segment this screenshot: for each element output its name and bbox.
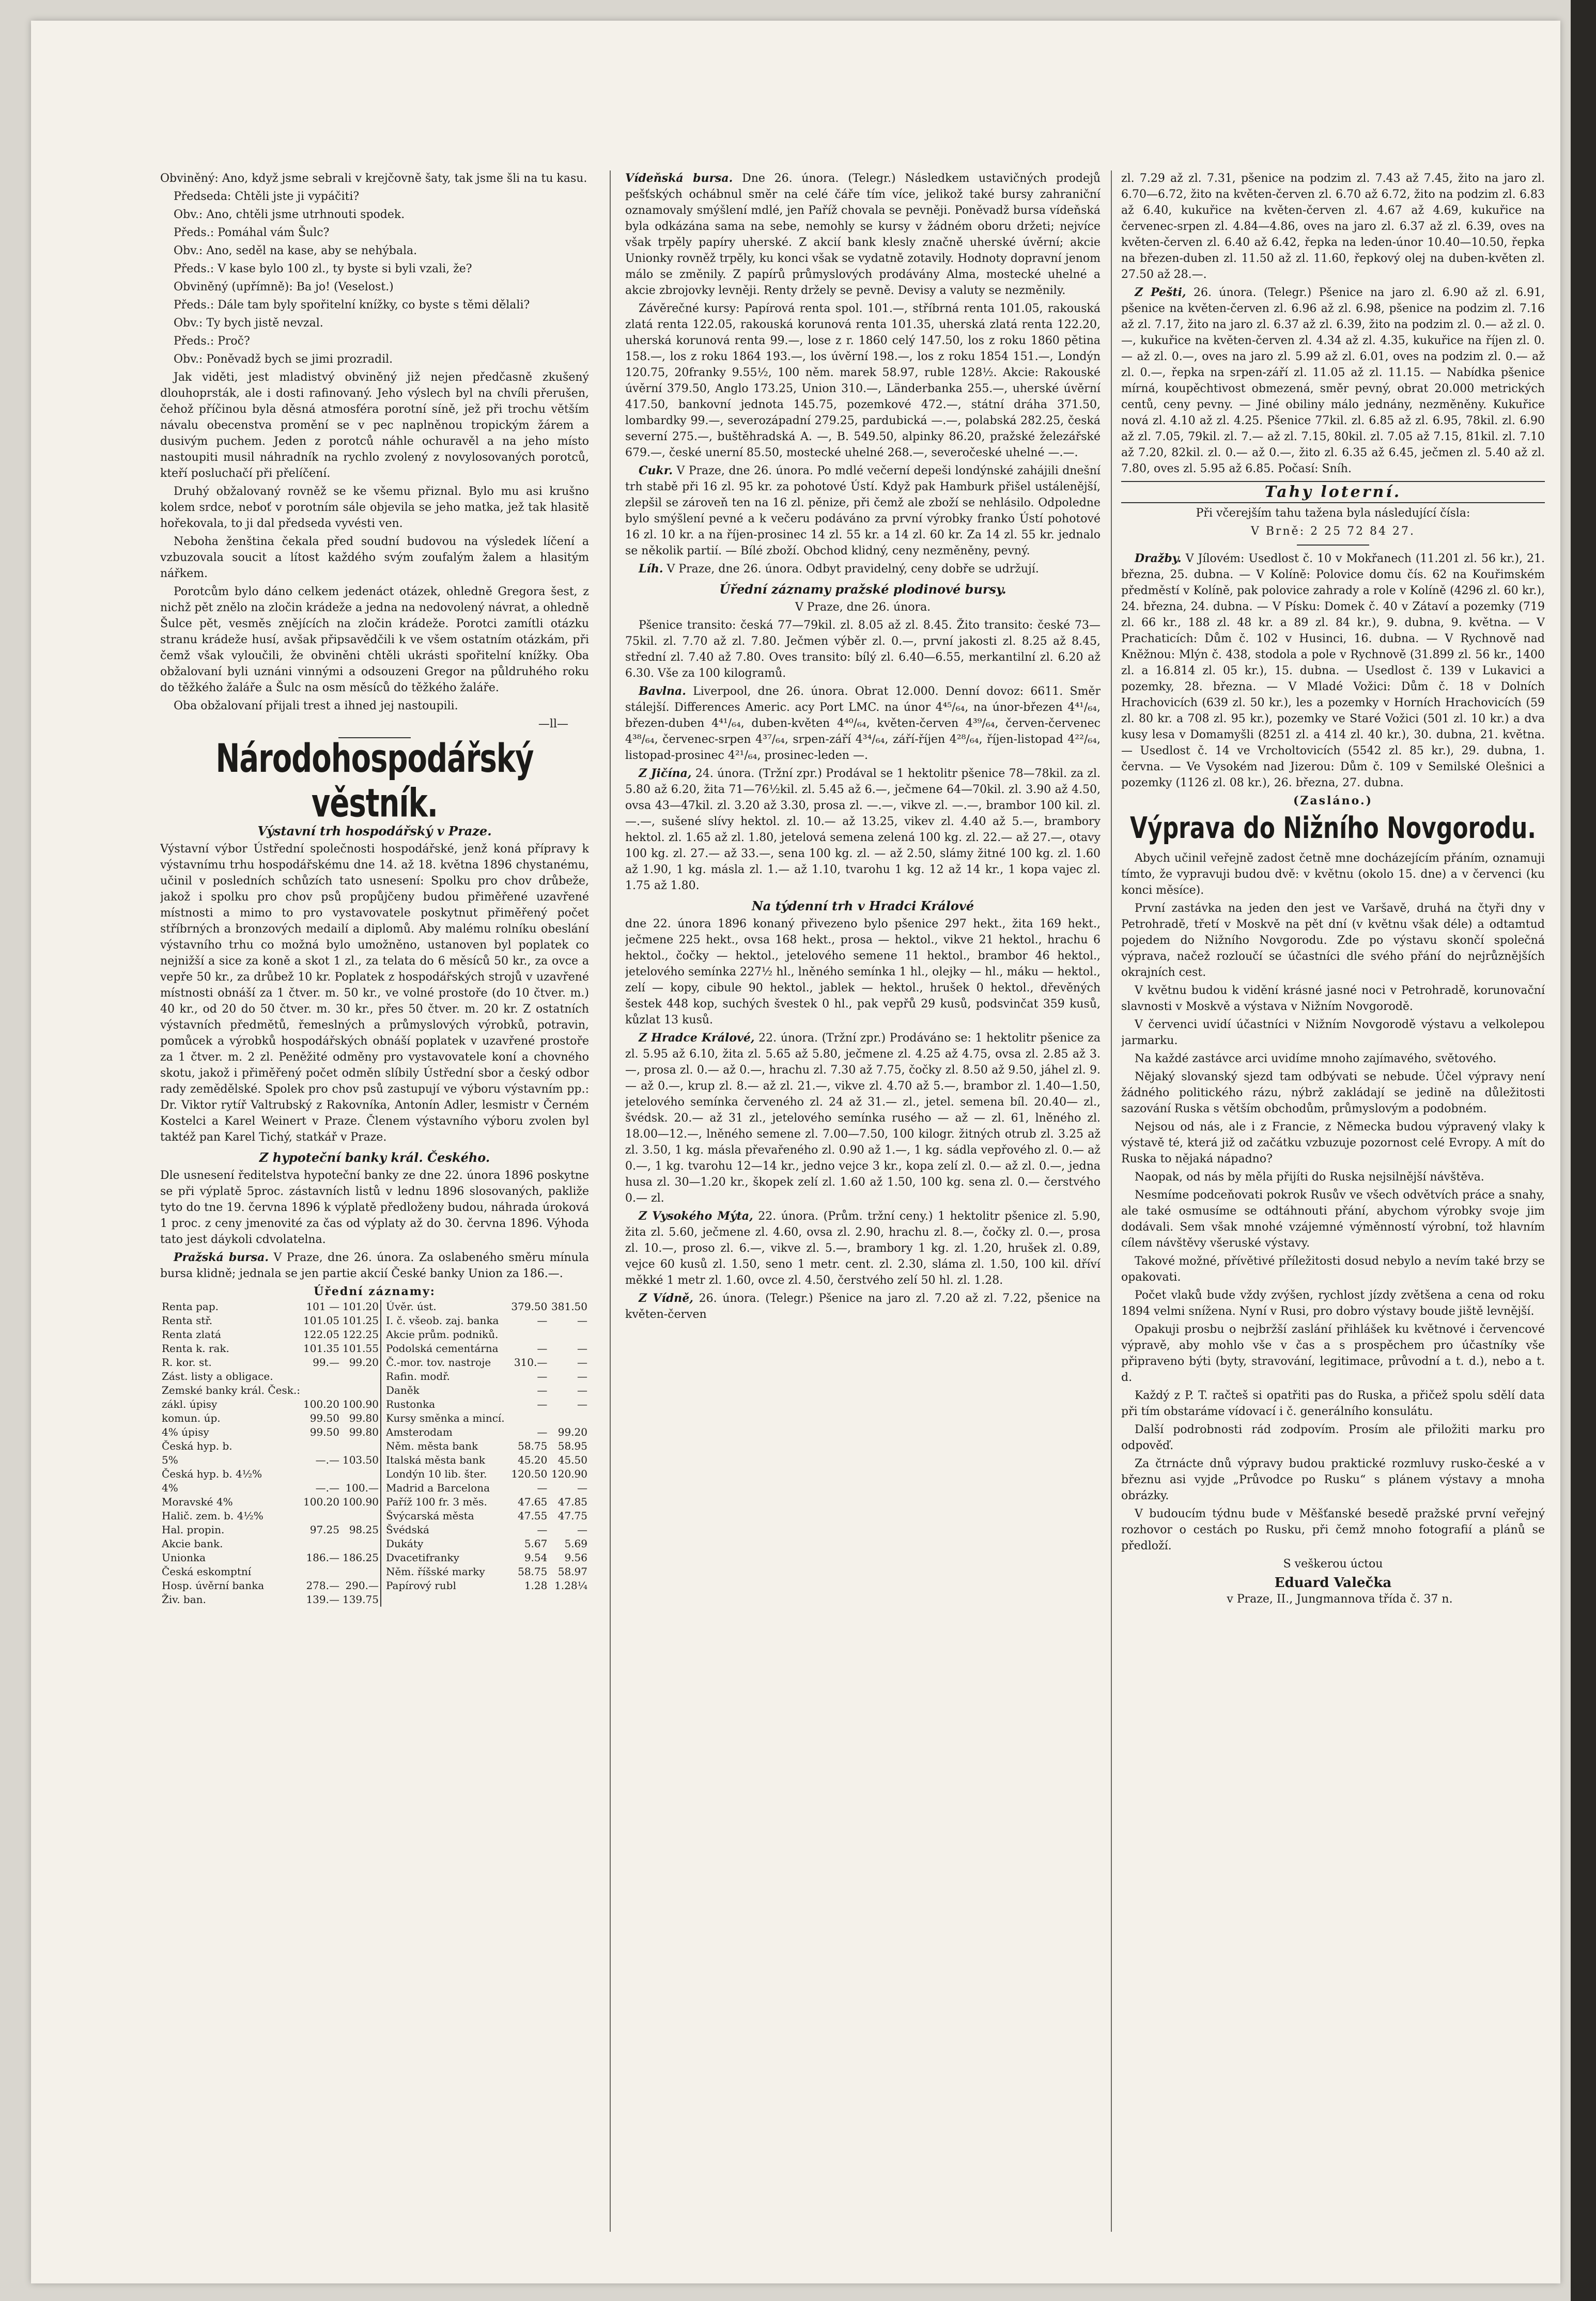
quote-value (302, 1565, 341, 1579)
quote-value: — (537, 1342, 548, 1355)
quote-row (384, 1579, 589, 1593)
article-paragraph: Závěrečné kursy: Papírová renta spol. 101.—, stříbrná renta 101.05, rakouská zlatá renta 122.05, rakouská korunová renta 101.35, uherská zlatá renta 122.20, uherská korunová renta 99.—, lose z r. 1860 celý 147.50, los z roku 1860 pětina 158.—, los z roku 1864 193.—, los úvěrní 198.—, los z roku 1854 151.—, Londýn 120.75, 20franky 9.55½, 100 něm. marek 58.97, ruble 128½. Akcie: Rakouské úvěrní 379.50, Anglo 173.25, Union 310.—, Länderbanka 255.—, uherské úvěrní 417.50, bankovní jednota 145.75, pozemkové 472.—, státní dráha 371.50, lombardky 99.—, severozápadní 279.25, pardubická —.—, polabská 282.25, česká severní 275.—, buštěhradská A. —, B. 549.50, alpinky 86.20, pražské železářské 679.—, české unerní 85.50, mostecké uhelné 268.—, severočeské uhelné —.—. (625, 302, 1101, 459)
quote-value: 139.75 (342, 1593, 379, 1606)
quote-row (160, 1537, 380, 1551)
quote-row (384, 1342, 589, 1356)
quote-row (384, 1397, 589, 1411)
quote-label: Něm. města bank (385, 1440, 478, 1452)
quote-value (341, 1439, 380, 1453)
article-paragraph: Výstavní výbor Ústřední společnosti hospodářské, jenž koná přípravy k výstavnímu trhu hospodářskému dne 14. až 18. května 1896 chystanému, učinil v posledních schůzích tato usnesení: Spolku pro chov drůbeže, jakož i spolku pro chov psů propůjčeny budou přiměřené uzavřené místnosti a mimo to pro vystavovatele poskytnut přiměřený počet stříbrných a bronzových medailí a diplomů. Aby malému rolníku obeslání výstavního trhu co možná bylo umožněno, ustanoven byl poplatek co nejnižší a sice za koně a skot 1 zl., za telata do 6 měsíců 50 kr., za ovce a vepře 50 kr., za drůbež 10 kr. Poplatek z hospodářských strojů v uzavřené místnosti obnáší za 1 čtver. m. 50 kr., ve volné prostoře (do 10 čtver. m.) 40 kr., od 20 do 50 čtver. m. 30 kr., přes 50 čtver. m. 20 kr. Z ostatních výstavních předmětů, řemeslných a průmyslových výrobků, potravin, pomůcek a výrobků hospodářských obnáší poplatek v uzavřené prostoře za 1 čtver. m. 2 zl. Peněžité odměny pro vystavovatele koní a chovného skotu, jakož i přiměřený počet odměn slíbily Ústřední sbor a český odbor rady zemědělské. Spolek pro chov psů zastupují ve výboru výstavním pp.: Dr. Viktor rytíř Valtrubský z Rakovníka, Antonín Adler, lesmistr v Černém Kostelci a Karel Weinert v Praze. Členem výstavního výboru zvolen byl taktéž pan Karel Tichý, statkář v Praze. (160, 843, 589, 1144)
quote-row (160, 1551, 380, 1565)
quote-value (341, 1370, 380, 1383)
subheading: Vídeňská bursa. (625, 172, 733, 185)
quote-row (160, 1509, 380, 1523)
quote-value: — (577, 1384, 587, 1396)
subheading: Z Vídně, (639, 1292, 693, 1305)
quote-label: Renta zlatá (162, 1328, 221, 1341)
quote-value: 9.56 (564, 1551, 587, 1564)
quote-value (302, 1383, 341, 1397)
article-paragraph: Pšenice transito: česká 77—79kil. zl. 8.05 až zl. 8.45. Žito transito: české 73—75kil. zl. 7.70 až zl. 7.80. Ječmen výběr zl. 0.—, první jakosti zl. 8.25 až 8.45, střední zl. 7.40 až 7.80. Oves transito: bílý zl. 6.40—6.55, merkantilní zl. 6.20 až 6.30. Vše za 100 kilogramů. (625, 619, 1101, 680)
article-text: Dne 26. února. (Telegr.) Následkem ustavičných prodejů pešťských ochábnul směr na celé čáře tím více, jelikož také bursy zahraniční oznamovaly smýšlení mdlé, jen Paříž chovala se pevněji. Poněvadž bursa vídeňská byla odkázána sama na sebe, nemohly se kursy v žádném oboru držeti; nejvíce však trpěly papíry uherské. Z akcií bank klesly značně uherské úvěrní; akcie Unionky rovněž trpěly, ku konci však se vydatně zotavily. Hodnoty dopravní jenom málo se změnily. Z papírů průmyslových prodávány Alma, mostecké uhelné a akcie zbrojovky levněji. Renty držely se pevně. Devisy a valuty se nezměnily. (625, 172, 1101, 297)
quote-row (384, 1551, 589, 1565)
quote-label: Švédská (385, 1523, 429, 1536)
article-paragraph: Nejsou od nás, ale i z Francie, z Německa budou výpravený vlaky k výstavě té, která již od začátku vzbuzuje pozornost celé Evropy. A mít do Ruska to nějaká nápadno? (1121, 1121, 1545, 1165)
subheading: Pražská bursa. (174, 1251, 269, 1264)
quote-value: 100.20 (303, 1398, 339, 1410)
quote-row (384, 1481, 589, 1495)
quote-row (384, 1383, 589, 1397)
quote-value: 122.05 (303, 1328, 339, 1341)
quote-value: 47.65 (518, 1496, 548, 1508)
quote-value: 58.97 (557, 1565, 587, 1578)
quote-value: 1.28 (524, 1579, 548, 1592)
quote-label: Česká hyp. b. (162, 1440, 233, 1452)
lottery-numbers: V Brně: 2 25 72 84 27. (1250, 525, 1416, 538)
quote-label: Česká hyp. b. 4½% (162, 1468, 262, 1480)
newspaper-page (31, 21, 1560, 2283)
quote-label: Amsterodam (385, 1426, 453, 1438)
quote-value (509, 1328, 549, 1342)
article-paragraph: Neboha ženština čekala před soudní budovou na výsledek líčení a vzbuzovala soucit a lítost každého svým zoufalým žalem a hlasitým nářkem. (160, 535, 589, 580)
dialogue-line: Předs.: Dále tam byly spořitelní knížky, co byste s těmi dělali? (174, 299, 530, 312)
quote-value: 99.20 (557, 1426, 587, 1438)
quote-value (341, 1509, 380, 1523)
article-paragraph: Jak viděti, jest mladistvý obviněný již nejen předčasně zkušený dlouhoprsták, ale i dosti rafinovaný. Jeho výslech byl na chvíli přerušen, čehož příčinou byla děsná atmosféra porotní síně, jež při trochu větším návalu obecenstva promění se v pec naplněnou tropickým žárem a dusivým puchem. Jeden z porotců náhle ochuravěl a na jeho místo nastoupiti musil náhradník na rychlo zvolený z novylosovaných porotců, kteří posluchačí při přelíčení. (160, 371, 589, 480)
quote-value: 101.20 (342, 1300, 379, 1313)
quote-row (160, 1579, 380, 1593)
quote-value: 45.50 (557, 1454, 587, 1466)
quote-value: — (577, 1482, 587, 1494)
quote-label: Č.-mor. tov. nastroje (385, 1356, 491, 1369)
quote-row (160, 1342, 380, 1356)
subheading: Na týdenní trh v Hradci Králové (751, 898, 974, 913)
trial-dialogue (160, 170, 589, 367)
article-paragraph: zl. 7.29 až zl. 7.31, pšenice na podzim zl. 7.43 až 7.45, žito na jaro zl. 6.70—6.72, žito na květen-červen zl. 6.70 až 6.72, žito na podzim zl. 6.83 až 6.40, kukuřice na květen-červen zl. 4.67 až 4.69, kukuřice na červenec-srpen zl. 4.84—4.86, oves na jaro zl. 6.37 až zl. 6.39, oves na květen-červen zl. 6.40 až 6.42, řepka na leden-únor 10.40—10.50, řepka na březen-duben zl. 11.50 až zl. 11.60, řepkový olej na duben-květen zl. 27.50 až 28.—. (1121, 172, 1545, 281)
quote-row (384, 1425, 589, 1439)
dialogue-line: Předseda: Chtěli jste ji vypáčiti? (174, 190, 360, 203)
subheading: Bavlna. (639, 685, 686, 698)
quote-value: 97.25 (309, 1523, 339, 1536)
article-paragraph: V květnu budou k vidění krásné jasné noci v Petrohradě, korunovační slavnosti v Moskvě a výstava v Nižním Novgorodě. (1121, 984, 1545, 1013)
quote-value: 99.50 (309, 1426, 339, 1438)
dialogue-line: Obv.: Ano, seděl na kase, aby se nehýbala. (174, 244, 417, 257)
article-text: 22. února. (Prům. tržní ceny.) 1 hektolitr pšenice zl. 5.90, žita zl. 5.60, ječmene zl. 4.60, ovsa zl. 2.90, hrachu zl. 8.—, čočky zl. 0.—, prosa zl. 10.—, proso zl. 6.—, vikve zl. 5.—, brambory 1 kg. zl. 1.20, hrušek zl. 0.89, vejce 60 kusů zl. 1.50, seno 1 metr. cent. zl. 2.30, sláma zl. 1.50, 100 kil. dříví měkké 1 metr zl. 1.60, ovce zl. 4.50, čerstvého zelí 50 hl. zl. 1.28. (625, 1210, 1101, 1287)
quote-value: — (537, 1384, 548, 1396)
quote-value: 47.85 (557, 1496, 587, 1508)
dialogue-line: Předs.: Proč? (174, 335, 250, 348)
quote-value: 99.50 (309, 1412, 339, 1424)
subheading: Dražby. (1135, 552, 1182, 565)
quote-row (384, 1565, 589, 1579)
quote-label: Akcie bank. (162, 1537, 223, 1550)
subheading: Z Vysokého Mýta, (639, 1209, 753, 1223)
quote-row (160, 1314, 380, 1328)
quote-row (160, 1453, 380, 1467)
quote-row (384, 1411, 589, 1425)
quote-row (160, 1328, 380, 1342)
article-paragraph: Abych učinil veřejně zadost četně mne docházejícím přáním, oznamuji tímto, že vypravuji budou dvě: v květnu (okolo 15. dne) a v červenci (ku konci měsíce). (1121, 852, 1545, 897)
quote-row (160, 1593, 380, 1607)
dialogue-line: Obv.: Ano, chtěli jsme utrhnouti spodek. (174, 208, 405, 221)
quote-value: 101.35 (303, 1342, 339, 1355)
dialogue-line: Obviněný: Ano, když jsme sebrali v krejčovně šaty, tak jsme šli na tu kasu. (160, 172, 587, 185)
quote-row (384, 1495, 589, 1509)
quote-label: Akcie prům. podniků. (385, 1328, 499, 1341)
quote-label: I. č. všeob. zaj. banka (385, 1314, 499, 1327)
article-paragraph: dne 22. února 1896 konaný přivezeno bylo pšenice 297 hekt., žita 169 hekt., ječmene 225 hekt., ovsa 168 hekt., prosa — hektol., vikve 21 hektol., hrachu 6 hektol., čočky — hektol., jetelového semene 11 hektol., brambor 46 hektol., jetelového semínka 227½ hl., lněného semínka 1 hl., olejky — hl., máku — hektol., zelí — kopy, cibule 90 hektol., jablek — hektol., hrušek 0 hektol., dřevěných šestek 448 kop, suchých švestek 0 hl., pak vepřů 29 kusů, podsvinčat 359 kusů, kůzlat 13 kusů. (625, 918, 1101, 1027)
quote-label: Madrid a Barcelona (385, 1482, 490, 1494)
dateline: V Praze, dne 26. února. (795, 601, 931, 614)
quote-value: 45.20 (518, 1454, 548, 1466)
article-paragraph: Porotcům bylo dáno celkem jedenáct otázek, ohledně Gregora šest, z nichž pět znělo na zločin krádeže a jedna na nedovolený návrat, a ohledně Šulce pět, vesměs znějících na zločin krádeže. Porotci zamítli otázku stranu krádeže husí, avšak připsavědčili k ve všem ostatním otázkám, při čemž však vyloučili, že obviněni chtěli ukrásti spořitelní knížky. Oba obžalovaní byli uznáni vinnými a odsouzeni Gregor na půldruhého roku do těžkého žaláře a Šulc na osm měsíců do těžkého žaláře. (160, 585, 589, 694)
quote-label: Hosp. úvěrní banka (162, 1579, 265, 1592)
quote-value: — (577, 1342, 587, 1355)
quote-value: 58.95 (557, 1440, 587, 1452)
travel-article (1121, 850, 1545, 1554)
article-paragraph: Každý z P. T. račteš si opatřiti pas do Ruska, a přičež spolu sdělí data při tím obstaráme vídovací i č. generálního konsulátu. (1121, 1389, 1545, 1418)
quote-label: zákl. úpisy (162, 1398, 218, 1410)
quote-label: Něm. říšské marky (385, 1565, 485, 1578)
quote-row (384, 1509, 589, 1523)
quote-value: — (577, 1398, 587, 1410)
separator (1297, 545, 1369, 546)
quote-value: 58.75 (518, 1565, 548, 1578)
quote-value: — (537, 1482, 548, 1494)
quote-label: Moravské 4% (162, 1496, 233, 1508)
subheading: Líh. (639, 562, 663, 576)
quote-label: Dukáty (385, 1537, 424, 1550)
quote-label: Hal. propin. (162, 1523, 225, 1536)
subheading: Z Pešti, (1135, 286, 1186, 299)
quote-value (509, 1411, 549, 1425)
quote-row (160, 1356, 380, 1370)
quote-value: 5.67 (524, 1537, 548, 1550)
quote-label: Dvacetifranky (385, 1551, 459, 1564)
quote-row (160, 1439, 380, 1453)
quote-value: 381.50 (551, 1300, 587, 1313)
quote-value (302, 1537, 341, 1551)
quote-value (341, 1565, 380, 1579)
quote-value: 58.75 (518, 1440, 548, 1452)
subheading: Z Jičína, (639, 767, 692, 780)
article-paragraph: Na každé zastávce arci uvidíme mnoho zajímavého, světového. (1135, 1052, 1497, 1065)
quotes-right (384, 1300, 589, 1593)
dialogue-line: Obviněný (upřímně): Ba jo! (Veselost.) (174, 281, 394, 293)
article-paragraph: Opakuji prosbu o nejbržší zaslání přihlášek ku květnové i červencové výpravě, aby mohlo vše v čas a s prospěchem pro účastníky vše připraveno býti (byty, stravování, legitimace, průvodní a t. d.), nebo a t. d. (1121, 1323, 1545, 1384)
quote-label: Zemské banky král. Česk.: (162, 1384, 300, 1396)
quote-label: Paříž 100 fr. 3 měs. (385, 1496, 487, 1508)
quote-value: 47.55 (518, 1510, 548, 1522)
subheading: Výstavní trh hospodářský v Praze. (257, 823, 492, 838)
quote-label: Podolská cementárna (385, 1342, 499, 1355)
quote-label: Švýcarská města (385, 1510, 474, 1522)
article-paragraph: První zastávka na jeden den jest ve Varšavě, druhá na čtyři dny v Petrohradě, třetí v Moskvě na pět dní (v květnu však déle) a odtamtud pojedem do Nižního Novgorodu. Zde po výstavu skončí společná výprava, načež rozloučí se účastníci dle svého přání do nejrůznějších okrajních cest. (1121, 902, 1545, 979)
article-paragraph: Dle usnesení ředitelstva hypoteční banky ze dne 22. února 1896 poskytne se při výplatě 5proc. zástavních listů v lednu 1896 slosovaných, pakliže tyto do tne 19. června 1896 k výplatě předloženy budou, náhrada úroková 1 proc. z ceny jmenovité za čas od výplaty až do 30. června 1896. Výhoda tato jest dáykoli cdvolatelna. (160, 1169, 589, 1246)
quote-value (302, 1370, 341, 1383)
author-signature: Eduard Valečka (1274, 1575, 1392, 1591)
article-paragraph: V červenci uvidí účastníci v Nižním Novgorodě výstavu a velkolepou jarmarku. (1121, 1018, 1545, 1047)
quote-row (160, 1383, 380, 1397)
quote-label: Česká eskomptní (162, 1565, 252, 1578)
quote-value (549, 1328, 589, 1342)
dialogue-line: Obv.: Ty bych jistě nevzal. (174, 317, 323, 330)
quote-value: 100.— (345, 1482, 379, 1494)
quote-value: — (537, 1426, 548, 1438)
quote-value: — (537, 1314, 548, 1327)
article-paragraph: Další podrobnosti rád zodpovím. Prosím ale přiložiti marku pro odpověď. (1121, 1423, 1545, 1452)
quote-row (384, 1314, 589, 1328)
scan-edge (1571, 0, 1596, 2301)
article-text: 24. února. (Tržní zpr.) Prodával se 1 hektolitr pšenice 78—78kil. za zl. 5.80 až 6.20, žita 71—76½kil. zl. 5.45 až 6.—, ječmene 64—70kil. zl. 3.90 až 4.50, ovsa 43—47kil. zl. 3.20 až 3.30, prosa zl. —.—, vikve zl. —.—, brambor 100 kil. zl. —.—, sušené slívy hektol. zl. 10.— až 13.25, vikev zl. 4.40 až 5.—, brambory hektol. zl. 1.65 až zl. 1.80, jetelová semena zelená 100 kg. zl. 22.— až 27.—, otavy 100 kg. zl. 27.— až 33.—, sena 100 kg. zl. — až 2.50, slámy žitné 100 kg. zl. 1.60 až 1.90, 1 kg. másla zl. 1.— až 1.10, tvarohu 1 kg. 12 až 14 kr., 1 kopa vajec zl. 1.75 až 1.80. (625, 767, 1101, 892)
quote-value: 5.69 (564, 1537, 587, 1550)
quote-row (160, 1565, 380, 1579)
quote-value: 120.50 (511, 1468, 548, 1480)
lottery-note: Při včerejším tahu tažena byla následující čísla: (1196, 507, 1470, 520)
quote-label: Zást. listy a obligace. (162, 1370, 273, 1382)
quote-value (341, 1467, 380, 1481)
quote-label: 4% (162, 1482, 178, 1494)
article-paragraph: Naopak, od nás by měla přijíti do Ruska nejsilnější návštěva. (1135, 1171, 1484, 1184)
column-2 (625, 170, 1101, 2258)
quotes-left (160, 1300, 380, 1607)
quote-row (384, 1523, 589, 1537)
greeting: S veškerou úctou (1283, 1558, 1383, 1571)
quote-label: komun. úp. (162, 1412, 221, 1424)
quote-value: 186.— (306, 1551, 339, 1564)
article-paragraph: Za čtrnácte dnů výpravy budou praktické rozmluvy rusko-české a v březnu asi vyjde „Průvodce po Rusku“ s plánem výstavy a mnoha obrázky. (1121, 1457, 1545, 1502)
article-text: V Praze, dne 26. února. Odbyt pravidelný, ceny dobře se udržují. (667, 563, 1039, 576)
quote-row (384, 1370, 589, 1383)
article-text: V Praze, dne 26. února. Po mdlé večerní depeši londýnské zahájili dnešní trh stabě při 16 zl. 95 kr. za pohotové Ústí. Když pak Hamburk přišel ustálenější, zlepšil se zároveň ten na 16 zl. pěnize, při čemž ale zboží se nehlásilo. Odpoledne bylo smýšlení pevné a k večeru podáváno za první výrobky franko Ústí pohotové 16 zl. 10 kr. a na říjen-prosinec 14 zl. 55 kr. a 14 zl. 60 kr. Za 14 zl. 55 kr. jednalo se několik partií. — Bílé zboží. Obchod klidný, ceny nezměněny, pevný. (625, 464, 1101, 557)
quote-value: 122.25 (342, 1328, 379, 1341)
quote-label: Rafin. modř. (385, 1370, 450, 1382)
quote-value: 310.— (514, 1356, 548, 1369)
quote-label: Londýn 10 lib. šter. (385, 1468, 487, 1480)
subheading: Z Hradce Králové, (639, 1031, 755, 1045)
quote-row (160, 1495, 380, 1509)
quote-row (384, 1453, 589, 1467)
column-3 (1121, 170, 1545, 2258)
article-paragraph: Nesmíme podceňovati pokrok Rusův ve všech odvětvích práce a snahy, ale také osmusíme se odtáhnouti přání, abychom výrobky svoje jim dodávali. Sem však mnohé vzájemné výměnností výrobní, tož hlavním cílem návštěvy všeruské výstavy. (1121, 1189, 1545, 1250)
quote-row (160, 1397, 380, 1411)
quote-value: — (577, 1370, 587, 1382)
quote-value: 100.90 (342, 1398, 379, 1410)
quote-value: —.— (315, 1482, 339, 1494)
quote-value: — (577, 1523, 587, 1536)
quote-label: Renta pap. (162, 1300, 219, 1313)
article-paragraph: Takové možné, přívětivé příležitosti dosud nebylo a nevím také brzy se opakovati. (1121, 1255, 1545, 1284)
quote-row (160, 1300, 380, 1314)
quote-value: 98.25 (349, 1523, 379, 1536)
column-1 (160, 170, 589, 2258)
quote-value: 278.— (306, 1579, 339, 1592)
dialogue-line: Předs.: V kase bylo 100 zl., ty byste si byli vzali, že? (174, 262, 472, 275)
quote-value (302, 1439, 341, 1453)
quote-value: 99.80 (349, 1426, 379, 1438)
article-paragraph: Druhý obžalovaný rovněž se ke všemu přiznal. Bylo mu asi krušno kolem srdce, neboť v porotním sále objevila se jeho matka, jež tak hlasitě hořekovala, to ji dal předseda vyvésti ven. (160, 485, 589, 530)
quote-value: 1.28¼ (554, 1579, 587, 1592)
quote-row (160, 1481, 380, 1495)
quote-value (341, 1383, 380, 1397)
quote-value: — (577, 1314, 587, 1327)
quote-label: 5% (162, 1454, 178, 1466)
quote-row (384, 1356, 589, 1370)
quote-value: 379.50 (511, 1300, 548, 1313)
quote-value: 99.— (313, 1356, 339, 1369)
quote-value: 120.90 (551, 1468, 587, 1480)
zaslano-label: (Zasláno.) (1293, 794, 1373, 807)
lottery-heading: Tahy loterní. (1121, 481, 1545, 503)
column-rule (610, 170, 611, 2232)
quote-row (160, 1370, 380, 1383)
quote-value: 186.25 (342, 1551, 379, 1564)
dialogue-line: Obv.: Poněvadž bych se jimi prozradil. (174, 353, 393, 366)
quote-label: Renta stř. (162, 1314, 213, 1327)
column-rule (1111, 170, 1112, 2232)
quote-row (384, 1537, 589, 1551)
quote-value (341, 1537, 380, 1551)
article-text: 26. února. (Telegr.) Pšenice na jaro zl. 6.90 až zl. 6.91, pšenice na květen-červen zl. 6.96 až zl. 6.98, pšenice na podzim zl. 7.16 až zl. 7.17, žito na jaro zl. 6.37 až zl. 6.39, žito na podzim zl. 0.— až zl. 0.—, kukuřice na květen-červen zl. 4.34 až zl. 4.35, kukuřice na říjen zl. 0.— až zl. 0.—, oves na jaro zl. 5.99 až zl. 6.01, oves na podzim zl. 0.— až zl. 0.—, řepka na srpen-září zl. 11.05 až zl. 11.15. — Nabídka pšenice mírná, koupěchtivost obmezená, směr pevný, obrat 20.000 metrických centů, ceny pevny. — Jiné obiliny málo jednány, nezměněny. Kukuřice nová zl. 4.10 až zl. 4.25. Pšenice 77kil. zl. 6.85 až zl. 6.95, 78kil. zl. 6.90 až zl. 7.05, 79kil. zl. 7.— až zl. 7.15, 80kil. zl. 7.05 až 7.15, 81kil. zl. 7.10 až 7.20, 82kil. zl. 0.— až 0.—, žito zl. 6.35 až 6.45, ječmen zl. 5.40 až zl. 7.80, oves zl. 5.95 až 6.85. Počasí: Sníh. (1121, 286, 1545, 475)
article-text: V Jílovém: Usedlost č. 10 v Mokřanech (11.201 zl. 56 kr.), 21. března, 25. dubna. — V Kolíně: Polovice domu čís. 62 na Kouřimském předměstí v Kolíně, pak polovice zahrady a role v Kolíně (4296 zl. 60 kr.), 24. března, 24. dubna. — V Písku: Domek č. 40 v Zátaví a pozemky (719 zl. 66 kr., 188 zl. 48 kr. a 89 zl. 84 kr.), 9. dubna, 9. května. — V Prachaticích: Dům č. 102 v Husinci, 16. dubna. — V Rychnově nad Kněžnou: Mlýn č. 438, stodola a pole v Rychnově (31.899 zl. 56 kr., 1400 zl. a 16.814 zl. 05 kr.), 15. dubna. — Usedlost č. 139 v Lukavici a pozemky, 28. března. — V Mladé Vožici: Dům č. 18 v Dolních Hrachovicích (639 zl. 50 kr.), les a pozemky v Horních Hrachovicích (59 zl. 80 kr. a 708 zl. 95 kr.), pozemky ve Staré Vožici (501 zl. 10 kr.) a dva kusy lesa v Domamyšli (8251 zl. a 414 zl. 40 kr.), 30. dubna, 21. května. — Usedlost č. 14 ve Vrcholtovicích (5542 zl. 85 kr.), 29. dubna, 1. června. — Ve Vysokém nad Jizerou: Dům č. 109 v Semilské Olešnici a pozemky (1126 zl. 08 kr.), 26. března, 27. dubna. (1121, 552, 1545, 789)
quote-label: Úvěr. úst. (385, 1300, 437, 1313)
article-paragraph: Počet vlaků bude vždy zvýšen, rychlost jízdy zvětšena a cena od roku 1894 velmi snížena. Nyní v Rusi, pro dobro výstavy boude jiště levnější. (1121, 1289, 1545, 1318)
quote-value: 100.20 (303, 1496, 339, 1508)
article-signature: —ll— (538, 718, 568, 730)
section-title: Národohospodářský věstník. (215, 736, 534, 827)
quote-value: — (577, 1356, 587, 1369)
quote-label: Daněk (385, 1384, 420, 1396)
quote-value (302, 1509, 341, 1523)
quote-label: Halič. zem. b. 4½% (162, 1510, 264, 1522)
author-address: v Praze, II., Jungmannova třída č. 37 n. (1227, 1593, 1453, 1606)
article-paragraph: Oba obžalovaní přijali trest a ihned jej nastoupili. (174, 699, 458, 712)
quote-row (160, 1425, 380, 1439)
subheading: Z hypoteční banky král. Českého. (259, 1150, 490, 1165)
quote-value: 99.80 (349, 1412, 379, 1424)
article-text: 22. února. (Tržní zpr.) Prodáváno se: 1 hektolitr pšenice za zl. 5.95 až 6.10, žita zl. 5.65 až 5.80, ječmene zl. 4.25 až 4.75, ovsa zl. 2.85 až 3.—, prosa zl. 0.— až 0.—, hrachu zl. 7.30 až 7.75, čočky zl. 8.50 až 9.50, jáhel zl. 9.— až 0.—, krup zl. 8.— až zl. 21.—, vikve zl. 4.70 až 5.—, brambor zl. 1.40—1.50, jetelového semínka červeného zl. 24 až 31.— zl., jetel. semena bíl. 20.40— zl., švédsk. 20.— až 31 zl., jetelového semínka rusého — až — zl. 61, lněného zl. 18.00—12.—, lněného semene zl. 7.00—7.50, 100 kilogr. žitných otrub zl. 3.25 až zl. 3.50, 1 kg. másla převařeného zl. 0.90 až 1.—, 1 kg. sádla vepřového zl. 0.— až 0.—, 1 kg. tvarohu 12—14 kr., jedno vejce 3 kr., kopa zelí zl. 0.— až zl. 0.—, jedna husa zl. 30—1.20 kr., škopek zelí zl. 1.60 až 1.50, 100 kg. sena zl. 0.— čerstvého 0.— zl. (625, 1032, 1101, 1205)
quote-value: 99.20 (349, 1356, 379, 1369)
quote-label: Renta k. rak. (162, 1342, 229, 1355)
quote-value: 103.50 (342, 1454, 379, 1466)
quote-value: 290.— (345, 1579, 379, 1592)
quote-row (384, 1300, 589, 1314)
quote-value: 101.05 (303, 1314, 339, 1327)
quote-value: — (537, 1523, 548, 1536)
article-text: 26. února. (Telegr.) Pšenice na jaro zl. 7.20 až zl. 7.22, pšenice na květen-červen (625, 1292, 1101, 1321)
travel-title: Výprava do Nižního Novgorodu. (1129, 811, 1537, 846)
quote-row (160, 1467, 380, 1481)
dialogue-line: Předs.: Pomáhal vám Šulc? (174, 226, 330, 239)
quote-label: 4% úpisy (162, 1426, 209, 1438)
quote-value: 101.25 (342, 1314, 379, 1327)
quote-value (549, 1411, 589, 1425)
quote-row (160, 1523, 380, 1537)
subheading: Úřední záznamy pražské plodinové bursy. (719, 582, 1006, 597)
quote-value: 47.75 (557, 1510, 587, 1522)
subheading: Cukr. (639, 464, 673, 477)
quote-row (384, 1467, 589, 1481)
quote-value: 101.55 (342, 1342, 379, 1355)
quote-row (384, 1328, 589, 1342)
quote-value: —.— (315, 1454, 339, 1466)
quote-label: R. kor. st. (162, 1356, 212, 1369)
quote-value: — (537, 1398, 548, 1410)
quote-value (302, 1467, 341, 1481)
article-text: V Praze, dne 26. února. Za oslabeného směru mínula bursa klidně; jednala se jen partie akcií České banky Union za 186.—. (160, 1251, 589, 1280)
article-paragraph: Nějaký slovanský sjezd tam odbývati se nebude. Účel výpravy není žádného politického rázu, nýbrž zakládají se jedině na důležitosti sazování Ruska s větším obchodům, průmyslovým a podobném. (1121, 1070, 1545, 1115)
quote-value: 139.— (306, 1593, 339, 1606)
article-paragraph: V budoucím týdnu bude v Měšťanské besedě pražské první veřejný rozhovor o cestách po Rusku, při čemž mnoho fotografií a plánů se předloží. (1121, 1507, 1545, 1552)
quote-label: Rustonka (385, 1398, 436, 1410)
quote-row (384, 1439, 589, 1453)
quote-value: 100.90 (342, 1496, 379, 1508)
quote-label: Kursy směnka a mincí. (385, 1412, 505, 1424)
article-text: Liverpool, dne 26. února. Obrat 12.000. Denní dovoz: 6611. Směr stálejší. Differences Americ. acy Port LMC. na únor 4⁴⁵/₆₄, na únor-březen 4⁴¹/₆₄, březen-duben 4⁴¹/₆₄, duben-květen 4⁴⁰/₆₄, květen-červen 4³⁹/₆₄, červen-červenec 4³⁸/₆₄, červenec-srpen 4³⁷/₆₄, srpen-září 4³⁴/₆₄, září-říjen 4²⁸/₆₄, říjen-listopad 4²²/₆₄, listopad-prosinec 4²¹/₆₄, prosinec-leden —. (625, 685, 1101, 762)
quote-value: — (537, 1370, 548, 1382)
quotes-heading: Úřední záznamy: (314, 1285, 436, 1298)
quotes-table (160, 1300, 589, 1607)
quote-row (160, 1411, 380, 1425)
quote-label: Unionka (162, 1551, 206, 1564)
quote-label: Papírový rubl (385, 1579, 456, 1592)
quote-value: 9.54 (524, 1551, 548, 1564)
quote-label: Italská města bank (385, 1454, 485, 1466)
quote-label: Živ. ban. (162, 1593, 206, 1606)
quote-value: 101 — (306, 1300, 339, 1313)
